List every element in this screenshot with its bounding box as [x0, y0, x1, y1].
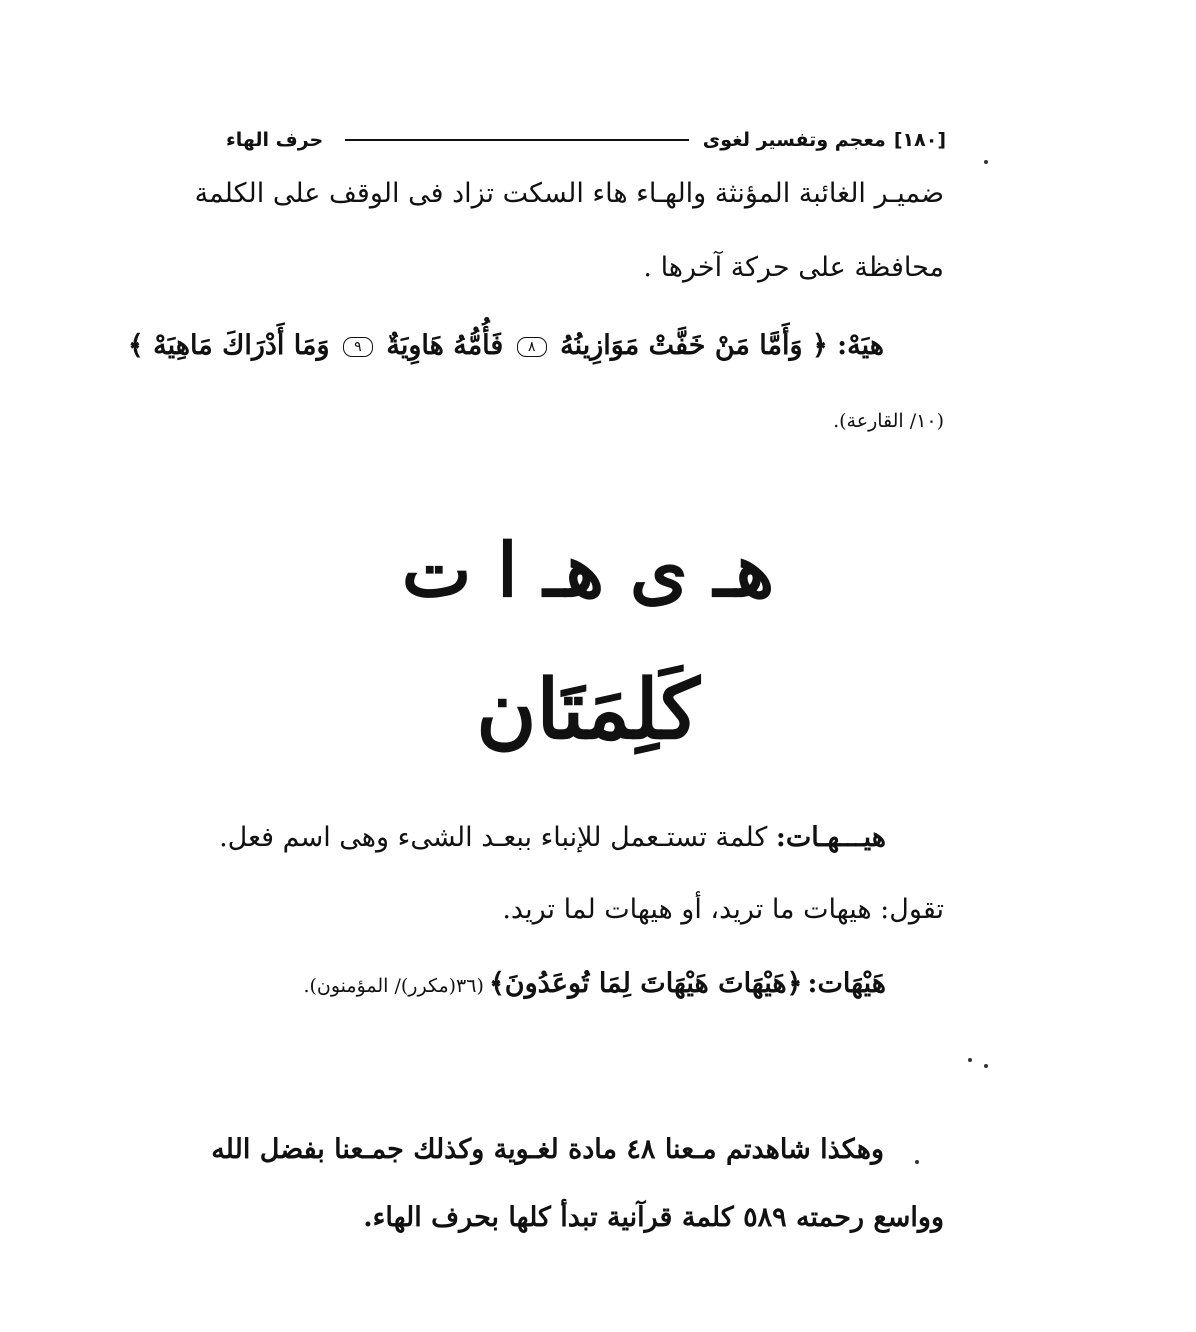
- verse-number-8: ٨: [517, 337, 547, 357]
- section-title: حرف الهاء: [226, 129, 324, 151]
- paragraph-line-1: ضميـر الغائبة المؤنثة والهـاء هاء السكت تزاد فى الوقف على الكلمة: [194, 178, 944, 209]
- definition-text: كلمة تستـعمل للإنباء ببعـد الشىء وهى اسم فعل.: [219, 822, 768, 853]
- verse-close-bracket: ﴾: [127, 330, 144, 361]
- page-number: [١٨٠]: [893, 129, 946, 151]
- paragraph-line-2: محافظة على حركة آخرها .: [643, 252, 944, 283]
- verse-part-2: فَأُمُّهُ هَاوِيَةٌ: [386, 330, 504, 361]
- word-count-title: كَلِمَتَان: [476, 662, 700, 758]
- scan-speck: [984, 160, 988, 164]
- closing-line-1: وهكذا شاهدتم مـعنا ٤٨ مادة لغـوية وكذلك جمـعنا بفضل الله: [211, 1134, 884, 1165]
- verse-2-reference: (٣٦(مكرر)/ المؤمنون).: [303, 975, 484, 997]
- root-letters: هـ ى هـ ا ت: [401, 528, 775, 614]
- example-line: تقول: هيهات ما تريد، أو هيهات لما تريد.: [502, 894, 944, 925]
- scan-speck: [984, 1064, 988, 1068]
- verse-2-label: هَيْهَات:: [807, 968, 886, 999]
- scan-speck: [968, 1058, 972, 1062]
- verse-2: [303, 968, 886, 999]
- definition-term: هيـــهـات:: [775, 822, 886, 853]
- verse-part-1: وَأَمَّا مَنْ خَفَّتْ مَوَازِينُهُ: [560, 330, 803, 361]
- running-header: [226, 124, 946, 156]
- verse-1: [128, 330, 884, 361]
- verse-label: هيَهْ:: [837, 330, 884, 361]
- header-rule: [345, 139, 689, 141]
- closing-line-2: وواسع رحمته ٥٨٩ كلمة قرآنية تبدأ كلها بحرف الهاء.: [363, 1202, 944, 1233]
- verse-2-text: ﴿هَيْهَاتَ هَيْهَاتَ لِمَا تُوعَدُونَ﴾: [488, 968, 803, 999]
- definition-line: [219, 822, 886, 853]
- scan-speck: [915, 1160, 919, 1164]
- verse-open-bracket: ﴿: [811, 330, 828, 361]
- book-title: معجم وتفسير لغوى: [702, 129, 886, 151]
- verse-number-9: ٩: [343, 337, 373, 357]
- verse-part-3: وَمَا أَدْرَاكَ مَاهِيَهْ: [153, 330, 330, 361]
- verse-1-reference: (١٠/ القارعة).: [833, 410, 944, 432]
